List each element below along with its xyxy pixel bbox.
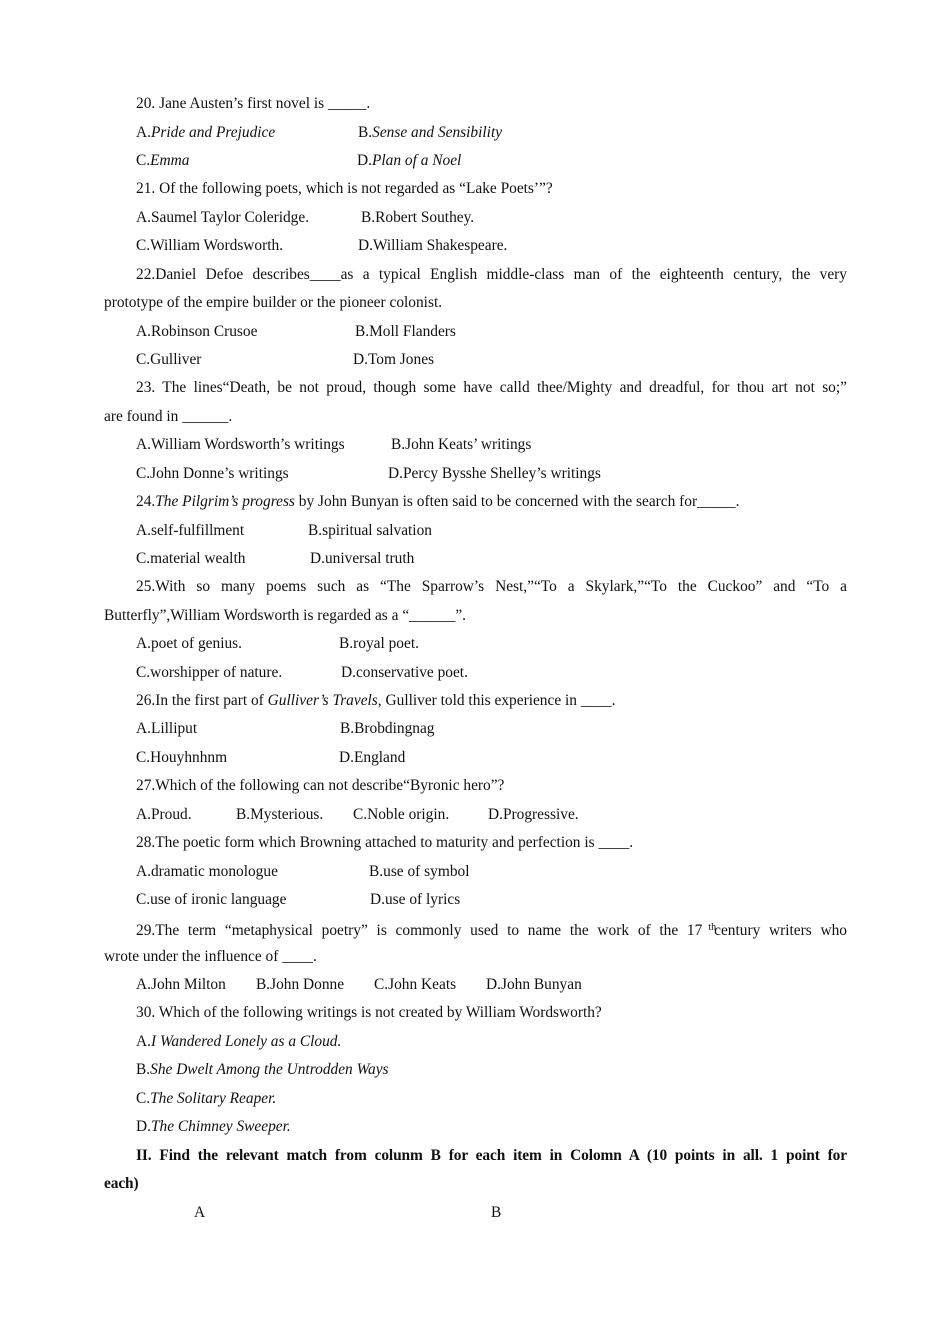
q26-option-d: D.England	[339, 749, 406, 766]
q30-option-b: B.She Dwelt Among the Untrodden Ways	[136, 1061, 389, 1078]
q22-stem-line1: 22.Daniel Defoe describes____as a typical English middle-class man of the eighteenth century, the very	[136, 266, 847, 283]
q23-option-b: B.John Keats’ writings	[391, 436, 532, 453]
q22-option-c: C.Gulliver	[136, 351, 202, 368]
q28-option-a: A.dramatic monologue	[136, 863, 278, 880]
q20-option-a: A.Pride and Prejudice	[136, 124, 276, 141]
q27-stem: 27.Which of the following can not describe“Byronic hero”?	[136, 777, 505, 794]
q23-option-a: A.William Wordsworth’s writings	[136, 436, 345, 453]
q27-option-a: A.Proud.	[136, 806, 192, 823]
q25-stem-line1: 25.With so many poems such as “The Sparrow’s Nest,”“To a Skylark,”“To the Cuckoo” and “To a	[136, 578, 847, 595]
q27-option-d: D.Progressive.	[488, 806, 579, 823]
q30-stem: 30. Which of the following writings is not created by William Wordsworth?	[136, 1004, 602, 1021]
section2-heading-line1: II. Find the relevant match from colunm B for each item in Colomn A (10 points in all. 1 point for	[136, 1147, 847, 1164]
q29-option-a: A.John Milton	[136, 976, 226, 993]
q29-option-b: B.John Donne	[256, 976, 345, 993]
q24-option-c: C.material wealth	[136, 550, 246, 567]
q20-option-c: C.Emma	[136, 152, 190, 169]
q29-option-d: D.John Bunyan	[486, 976, 582, 993]
q22-stem-line2: prototype of the empire builder or the pioneer colonist.	[104, 294, 443, 311]
q30-option-d: D.The Chimney Sweeper.	[136, 1118, 291, 1135]
q28-stem: 28.The poetic form which Browning attached to maturity and perfection is ____.	[136, 834, 634, 851]
q21-option-d: D.William Shakespeare.	[358, 237, 508, 254]
q21-option-c: C.William Wordsworth.	[136, 237, 284, 254]
q23-stem-line2: are found in ______.	[104, 408, 233, 425]
q20-option-d: D.Plan of a Noel	[357, 152, 462, 169]
q21-option-b: B.Robert Southey.	[361, 209, 475, 226]
q29-stem-line2: wrote under the influence of ____.	[104, 948, 317, 965]
column-b-header: B	[491, 1204, 502, 1221]
q28-option-b: B.use of symbol	[369, 863, 470, 880]
q27-option-b: B.Mysterious.	[236, 806, 324, 823]
q20-option-b: B.Sense and Sensibility	[358, 124, 503, 141]
q25-option-b: B.royal poet.	[339, 635, 419, 652]
q23-stem-line1: 23. The lines“Death, be not proud, though some have calld thee/Mighty and dreadful, for thou art not so;”	[136, 379, 847, 396]
q21-stem: 21. Of the following poets, which is not regarded as “Lake Poets’”?	[136, 180, 553, 197]
q26-option-c: C.Houyhnhnm	[136, 749, 228, 766]
q22-option-b: B.Moll Flanders	[355, 323, 456, 340]
q29-option-c: C.John Keats	[374, 976, 457, 993]
q22-option-d: D.Tom Jones	[353, 351, 435, 368]
q25-option-a: A.poet of genius.	[136, 635, 243, 652]
q23-option-d: D.Percy Bysshe Shelley’s writings	[388, 465, 601, 482]
superscript-th: th	[708, 922, 717, 933]
q24-option-b: B.spiritual salvation	[308, 522, 432, 539]
q24-option-a: A.self-fulfillment	[136, 522, 245, 539]
q20-stem: 20. Jane Austen’s first novel is _____.	[136, 95, 371, 112]
q25-option-c: C.worshipper of nature.	[136, 664, 283, 681]
q24-stem: 24.The Pilgrim’s progress by John Bunyan is often said to be concerned with the search for_____.	[136, 493, 740, 510]
q28-option-c: C.use of ironic language	[136, 891, 287, 908]
q21-option-a: A.Saumel Taylor Coleridge.	[136, 209, 310, 226]
q22-option-a: A.Robinson Crusoe	[136, 323, 258, 340]
q30-option-a: A.I Wandered Lonely as a Cloud.	[136, 1033, 342, 1050]
q28-option-d: D.use of lyrics	[370, 891, 461, 908]
q26-stem: 26.In the first part of Gulliver’s Travels, Gulliver told this experience in ____.	[136, 692, 616, 709]
q23-option-c: C.John Donne’s writings	[136, 465, 289, 482]
q26-option-a: A.Lilliput	[136, 720, 198, 737]
q25-stem-line2: Butterfly”,William Wordsworth is regarded as a “______”.	[104, 607, 467, 624]
q25-option-d: D.conservative poet.	[341, 664, 468, 681]
q30-option-c: C.The Solitary Reaper.	[136, 1090, 277, 1107]
q26-option-b: B.Brobdingnag	[340, 720, 435, 737]
q29-stem-line1: 29.The term “metaphysical poetry” is commonly used to name the work of the 17 $^{th}$century writers who	[136, 922, 847, 939]
section2-heading-line2: each)	[104, 1175, 139, 1192]
q24-option-d: D.universal truth	[310, 550, 415, 567]
column-a-header: A	[194, 1204, 206, 1221]
q27-option-c: C.Noble origin.	[353, 806, 450, 823]
